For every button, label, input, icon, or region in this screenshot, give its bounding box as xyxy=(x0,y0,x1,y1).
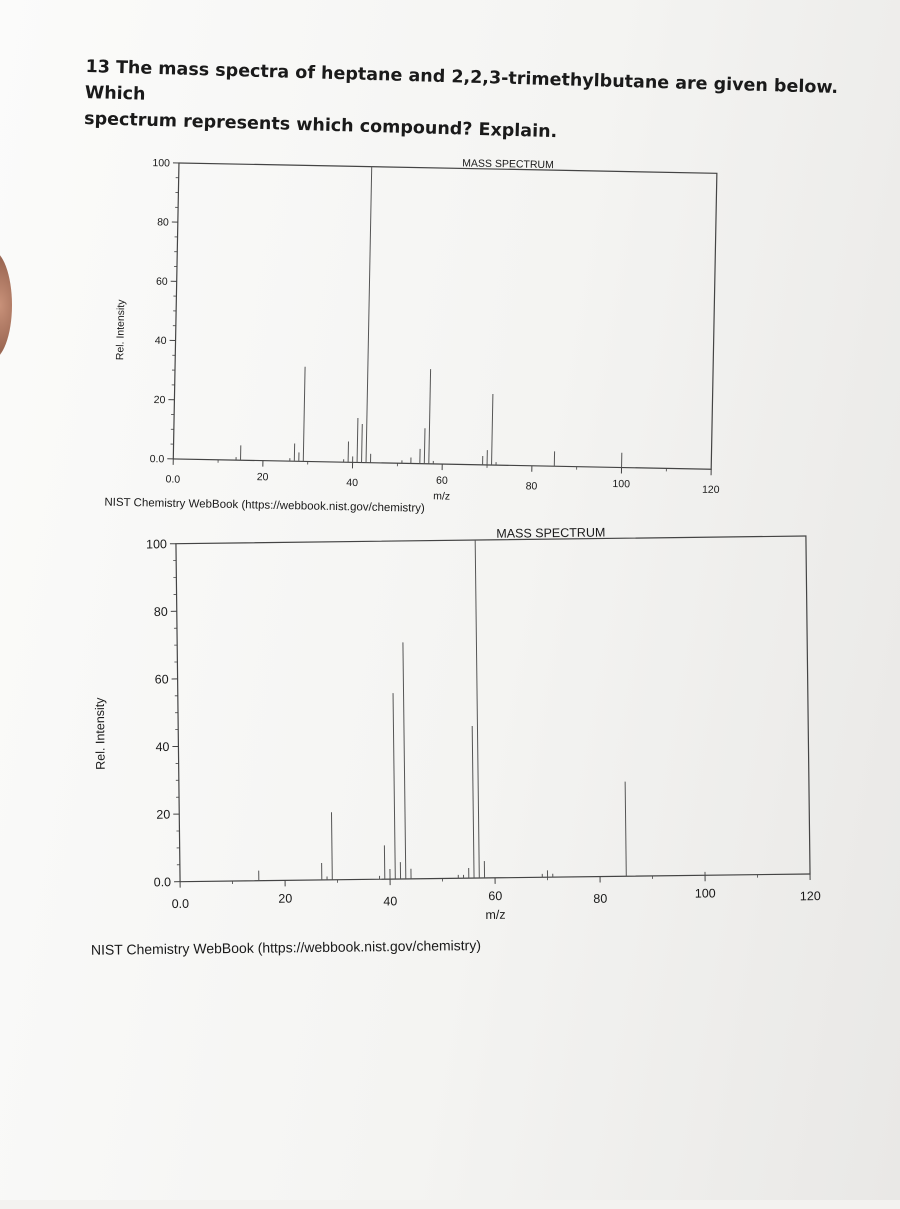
x-axis-label: m/z xyxy=(433,490,450,502)
y-tick-label: 0.0 xyxy=(150,453,165,465)
x-tick-label: 120 xyxy=(800,889,821,903)
x-tick-label: 0.0 xyxy=(165,473,180,485)
x-tick-label: 60 xyxy=(436,475,448,487)
chart-title: MASS SPECTRUM xyxy=(462,157,554,171)
y-axis-label: Rel. Intensity xyxy=(114,299,127,361)
question-line-2: spectrum represents which compound? Explain. xyxy=(84,109,558,142)
x-tick-label: 20 xyxy=(257,471,269,483)
x-tick-label: 100 xyxy=(695,886,716,900)
question-number: 13 xyxy=(85,57,110,78)
chart-title: MASS SPECTRUM xyxy=(496,525,605,540)
y-tick-label: 80 xyxy=(154,605,168,619)
y-tick-label: 100 xyxy=(146,537,167,551)
y-tick-label: 60 xyxy=(156,276,168,288)
x-tick-label: 0.0 xyxy=(172,897,190,911)
y-tick-label: 40 xyxy=(155,740,169,754)
y-tick-label: 100 xyxy=(152,157,170,169)
source-caption: NIST Chemistry WebBook (https://webbook.nist.gov/chemistry) xyxy=(104,497,425,515)
x-tick-label: 40 xyxy=(346,477,358,489)
x-tick-label: 120 xyxy=(702,484,720,496)
y-tick-label: 0.0 xyxy=(154,875,172,889)
y-tick-label: 20 xyxy=(156,808,170,822)
x-tick-label: 100 xyxy=(612,478,630,490)
y-tick-label: 60 xyxy=(155,672,169,686)
x-tick-label: 20 xyxy=(278,892,292,906)
spectrum-peak xyxy=(403,642,406,879)
y-tick-label: 20 xyxy=(154,394,166,406)
y-axis-label: Rel. Intensity xyxy=(93,697,108,770)
y-tick-label: 80 xyxy=(157,216,169,228)
x-tick-label: 80 xyxy=(593,892,607,906)
plot-frame xyxy=(176,536,810,882)
x-tick-label: 40 xyxy=(383,894,397,908)
spectrum-peak xyxy=(472,726,474,878)
x-tick-label: 60 xyxy=(488,889,502,903)
spectrum-peak xyxy=(625,782,626,877)
spectrum-peak xyxy=(393,693,395,879)
x-axis-label: m/z xyxy=(485,908,505,922)
spectrum-peak xyxy=(475,540,479,878)
spectrum-peak xyxy=(331,812,332,880)
question-line-1: The mass spectra of heptane and 2,2,3-trimethylbutane are given below. Which xyxy=(85,58,839,105)
source-caption: NIST Chemistry WebBook (https://webbook.nist.gov/chemistry) xyxy=(91,937,481,958)
y-tick-label: 40 xyxy=(155,335,167,347)
x-tick-label: 80 xyxy=(526,480,538,492)
